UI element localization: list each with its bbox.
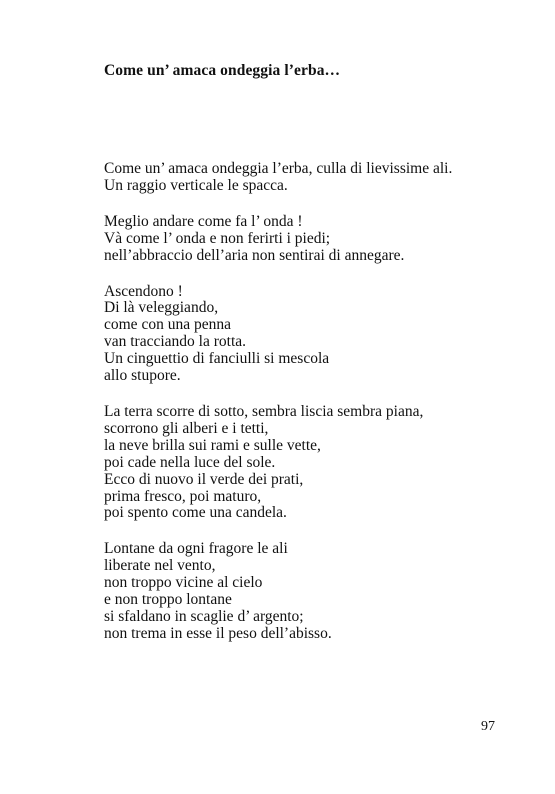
poem-line: scorrono gli alberi e i tetti, [104, 419, 269, 437]
poem-line: e non troppo lontane [104, 591, 232, 609]
stanza-5 [104, 541, 524, 642]
poem-line: liberate nel vento, [104, 557, 216, 575]
stanza-1 [104, 161, 524, 195]
poem-line: come con una penna [104, 316, 231, 334]
poem-line: Và come l’ onda e non ferirti i piedi; [104, 229, 331, 247]
stanza-2 [104, 214, 524, 265]
poem-body [104, 161, 524, 662]
poem-line: la neve brilla sui rami e sulle vette, [104, 436, 321, 454]
poem-line: allo stupore. [104, 367, 181, 385]
stanza-4 [104, 404, 524, 522]
poem-line: poi cade nella luce del sole. [104, 453, 276, 471]
poem-line: Di là veleggiando, [104, 299, 219, 317]
poem-line: Ecco di nuovo il verde dei prati, [104, 470, 304, 488]
poem-line: Lontane da ogni fragore le ali [104, 540, 288, 558]
poem-title: Come un’ amaca ondeggia l’erba… [104, 62, 341, 79]
poem-line: si sfaldano in scaglie d’ argento; [104, 607, 304, 625]
poem-line: prima fresco, poi maturo, [104, 487, 262, 505]
page-number: 97 [481, 719, 495, 734]
poem-line: nell’abbraccio dell’aria non sentirai di annegare. [104, 246, 405, 264]
poem-line: La terra scorre di sotto, sembra liscia sembra piana, [104, 402, 424, 420]
stanza-3 [104, 284, 524, 385]
poem-line: Un raggio verticale le spacca. [104, 176, 288, 194]
poem-line: van tracciando la rotta. [104, 333, 247, 351]
poem-line: non trema in esse il peso dell’abisso. [104, 624, 332, 642]
poem-line: Meglio andare come fa l’ onda ! [104, 212, 303, 230]
poem-line: Un cinguettio di fanciulli si mescola [104, 350, 330, 368]
poem-line: Come un’ amaca ondeggia l’erba, culla di lievissime ali. [104, 160, 453, 177]
poem-line: non troppo vicine al cielo [104, 574, 263, 592]
poem-line: Ascendono ! [104, 282, 183, 300]
poem-line: poi spento come una candela. [104, 504, 287, 522]
